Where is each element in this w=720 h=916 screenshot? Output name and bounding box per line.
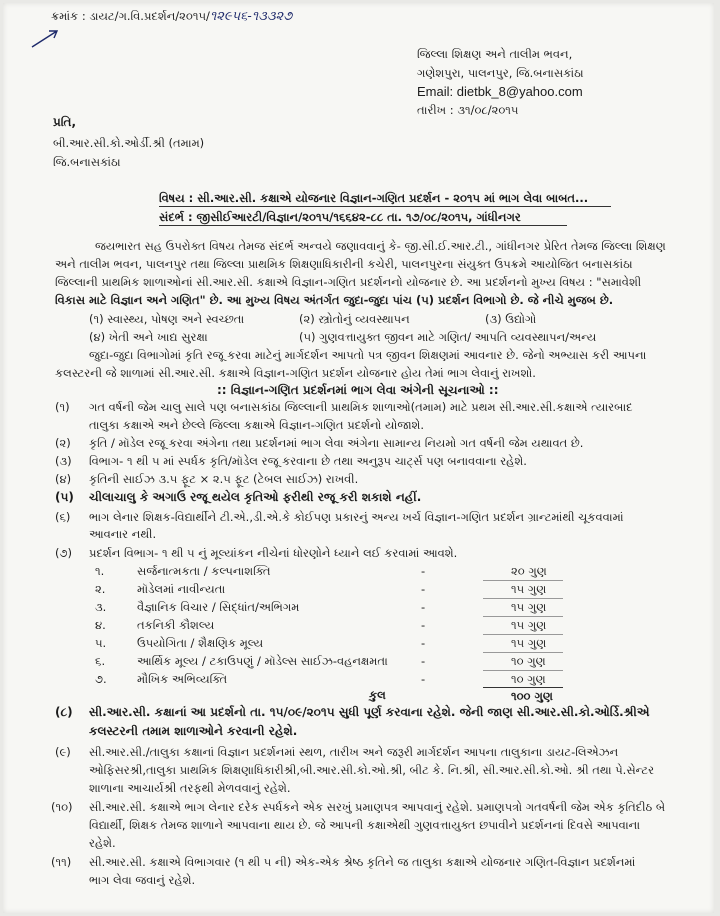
item-text: ભાગ લેનાર શિક્ષક-વિદ્યાર્થીને ટી.એ.,ડી.એ.કે કોઈપણ પ્રકારનું અન્ય ખર્ચ વિજ્ઞાન-ગણિત પ્રદર્શન ગ્રાન્ટમાંથી ચૂકવવામાં <box>89 510 624 524</box>
marks-dash: - <box>421 672 426 686</box>
letter-page <box>3 3 714 913</box>
item-text: પ્રદર્શન વિભાગ- ૧ થી ૫ નું મૂલ્યાંકન નીચેનાં ધોરણોને ધ્યાને લઈ કરવામાં આવશે. <box>89 546 458 560</box>
section-item: (૧) સ્વાસ્થ્ય, પોષણ અને સ્વચ્છતા <box>89 312 245 326</box>
subject-line: વિષય : સી.આર.સી. કક્ષાએ યોજનાર વિજ્ઞાન-ગણિત પ્રદર્શન - ૨૦૧૫ માં ભાગ લેવા બાબત... <box>159 191 589 205</box>
marks-value: ૧૦ ગુણ <box>511 654 546 668</box>
item-number: (૨) <box>55 436 71 450</box>
marks-dash: - <box>421 582 426 596</box>
item-text: વિદ્યાર્થી, શિક્ષક તેમજ શાળાને આપવાના થાય છે. જે આપની કક્ષાએથી ગુણવત્તાયુક્ત છપાવીને પ્રદર્શનનાં દિવસે આપવાના <box>89 818 641 832</box>
marks-value: ૧૫ ગુણ <box>511 600 547 614</box>
item-number: (૧૦) <box>51 800 73 814</box>
marks-row <box>95 582 615 597</box>
intro2-line: કલસ્ટરની જે શાળામાં સી.આર.સી. કક્ષાએ વિજ્ઞાન-ગણિત પ્રદર્શન યોજનાર હોય તેમાં ભાગ લેવાનું રાખશો. <box>55 366 536 380</box>
marks-table <box>95 564 615 694</box>
item-number: (૭) <box>55 546 72 560</box>
marks-row <box>95 672 615 687</box>
item-number: (૫) <box>55 490 74 504</box>
item-text: સી.આર.સી. કક્ષાનાં આ પ્રદર્શનો તા. ૧૫/૦૯/૨૦૧૫ સુધી પૂર્ણ કરવાના રહેશે. જેની જાણ સી.આર.સી.કો.ઓર્ડિ.શ્રીએ <box>89 705 650 719</box>
marks-row <box>95 636 615 651</box>
section-item: (૫) ગુણવત્તાયુક્ત જીવન માટે ગણિત/ આપતિ વ્યવસ્થાપન/અન્ય <box>299 330 597 344</box>
intro2-line: જુદા-જુદા વિભાગોમાં કૃતિ રજૂ કરવા માટેનું માર્ગદર્શન આપતો પત્ર જીવન શિક્ષણમાં આવનાર છે. જેનો અભ્યાસ કરી આપના <box>89 348 647 362</box>
marks-dash: - <box>421 564 426 578</box>
item-number: (૩) <box>55 454 72 468</box>
reference-number <box>51 9 292 24</box>
marks-criterion: ઉપયોગિતા / શૈક્ષણિક મૂલ્ય <box>137 636 264 650</box>
marks-criterion: સર્જનાત્મકતા / કલ્પનાશક્તિ <box>137 564 271 578</box>
item-text: શાળાના આચાર્યશ્રી તરફથી મેળવવાનું રહેશે. <box>89 781 291 795</box>
reference-label: ક્રમાંક : ડાયટ/ગ.વિ.પ્રદર્શન/૨૦૧૫/ <box>51 9 210 23</box>
sender-address-line: ગણેશપુરા, પાલનપુર, જિ.બનાસકાંઠા <box>417 66 584 80</box>
item-number: (૬) <box>55 510 71 524</box>
item-text: ચીલાચાલુ કે અગાઉ રજૂ થયેલ કૃતિઓ ફરીથી રજૂ કરી શકાશે નહીં. <box>89 490 422 504</box>
item-text: કૃતિની સાઈઝ ૩.૫ ફૂટ × ૨.૫ ફૂટ (ટેબલ સાઈઝ) રાખવી. <box>89 472 359 486</box>
section-item: (૨) સ્ત્રોતોનું વ્યવસ્થાપન <box>299 312 410 326</box>
recipient-line: જિ.બનાસકાંઠા <box>53 155 121 169</box>
section-item: (૪) ખેતી અને ખાદ્ય સુરક્ષા <box>89 330 208 344</box>
item-number: (૧) <box>55 400 70 414</box>
item-text: તાલુકા કક્ષાએ અને છેલ્લે જિલ્લા કક્ષાએ વિજ્ઞાન-ગણિત પ્રદર્શનો યોજાશે. <box>89 418 425 432</box>
marks-criterion: વૈજ્ઞાનિક વિચાર / સિદ્ધાંત/અભિગમ <box>137 600 300 614</box>
item-text: કલસ્ટરની તમામ શાળાઓને કરવાની રહેશે. <box>89 724 298 738</box>
recipient-line: બી.આર.સી.કો.ઓર્ડી.શ્રી (તમામ) <box>53 136 205 150</box>
marks-value: ૧૫ ગુણ <box>511 582 547 596</box>
marks-number: ૬. <box>95 654 106 668</box>
intro-line: જયભારત સહ ઉપરોક્ત વિષય તેમજ સંદર્ભ અન્વયે જણાવવાનું કે- જી.સી.ઈ.આર.ટી., ગાંધીનગર પ્રેરિત તેમજ જિલ્લા શિક્ષણ <box>95 239 666 253</box>
item-text: ઓફિસરશ્રી,તાલુકા પ્રાથમિક શિક્ષણાધિકારીશ્રી,બી.આર.સી.કો.ઓ.શ્રી, બીટ કે. નિ.શ્રી, સી.આર.સી.કો.ઓ. શ્રી તથા પે.સેન્ટર <box>89 763 655 777</box>
marks-dash: - <box>421 636 426 650</box>
item-text: રહેશે. <box>89 836 116 850</box>
marks-number: ૭. <box>95 672 107 686</box>
marks-dash: - <box>421 618 426 632</box>
item-text: ગત વર્ષની જેમ ચાલુ સાલે પણ બનાસકાંઠા જિલ્લાની પ્રાથમિક શાળાઓ(તમામ) માટે પ્રથમ સી.આર.સી.કક્ષાએ ત્યારબાદ <box>89 400 633 414</box>
marks-row <box>95 564 615 579</box>
to-label: પ્રતિ, <box>53 115 77 129</box>
reference-line: સંદર્ભ : જીસીઈઆરટી/વિજ્ઞાન/૨૦૧૫/૧૬૬૪૨-૮૮ તા. ૧૭/૦૮/૨૦૧૫, ગાંધીનગર <box>159 210 521 224</box>
marks-number: ૨. <box>95 582 106 596</box>
item-number: (૯) <box>55 745 71 759</box>
marks-row <box>95 618 615 633</box>
marks-criterion: મૉડેલમાં નાવીન્યતા <box>137 582 226 596</box>
marks-value: ૨૦ ગુણ <box>511 564 547 578</box>
total-label: કુલ <box>369 688 386 702</box>
item-text: સી.આર.સી. કક્ષાએ વિભાગવાર (૧ થી ૫ ની) એક-એક શ્રેષ્ઠ કૃતિને જ તાલુકા કક્ષાએ યોજનાર ગણિત-વિજ્ઞાન પ્રદર્શનમાં <box>89 855 636 869</box>
marks-criterion: આર્થિક મૂલ્ય / ટકાઉપણું / મૉડેલ્સ સાઈઝ-વહનક્ષમતા <box>137 654 388 668</box>
marks-row <box>95 654 615 669</box>
intro-line: અને તાલીમ ભવન, પાલનપુર તથા જિલ્લા પ્રાથમિક શિક્ષણાધિકારીની કચેરી, પાલનપુરના સંયુક્ત ઉપક્રમે આયોજિત બનાસકાંઠા <box>55 257 633 271</box>
handwritten-arrow-icon <box>29 25 63 51</box>
intro-line: વિકાસ માટે વિજ્ઞાન અને ગણિત" છે. આ મુખ્ય વિષય અંતર્ગત જુદા-જુદા પાંચ (૫) પ્રદર્શન વિભાગો છે. જે નીચે મુજબ છે. <box>55 293 614 307</box>
marks-number: ૧. <box>95 564 105 578</box>
item-text: આવનાર નથી. <box>89 527 157 541</box>
marks-number: ૫. <box>95 636 107 650</box>
instructions-heading: :: વિજ્ઞાન-ગણિત પ્રદર્શનમાં ભાગ લેવા અંગેની સૂચનાઓ :: <box>217 383 499 397</box>
letter-date: તારીખ : ૩૧/૦૮/૨૦૧૫ <box>417 103 519 117</box>
item-number: (૪) <box>55 472 72 486</box>
marks-criterion: તકનિકી કૌશલ્ય <box>137 618 215 632</box>
item-text: કૃતિ / મૉડેલ રજૂ કરવા અંગેના તથા પ્રદર્શનમાં ભાગ લેવા અંગેના સામાન્ય નિયમો ગત વર્ષની જેમ યથાવત છે. <box>89 436 584 450</box>
item-text: વિભાગ- ૧ થી ૫ માં સ્પર્ધક કૃતિ/મૉડેલ રજૂ કરવાના છે તથા અનુરૂપ ચાર્ટ્સ પણ બનાવવાના રહેશે. <box>89 454 527 468</box>
sender-address-line: જિલ્લા શિક્ષણ અને તાલીમ ભવન, <box>417 47 573 61</box>
marks-number: ૪. <box>95 618 106 632</box>
item-number: (૮) <box>55 705 73 719</box>
item-text: સી.આર.સી. કક્ષાએ ભાગ લેનાર દરેક સ્પર્ધકને એક સરખું પ્રમાણપત્ર આપવાનું રહેશે. પ્રમાણપત્રો ગતવર્ષની જેમ એક કૃતિદીઠ બે <box>89 800 666 814</box>
intro-line: જિલ્લાની પ્રાથમિક શાળાઓનાં સી.આર.સી. કક્ષાએ વિજ્ઞાન-ગણિત પ્રદર્શનનો યોજનાર છે. આ પ્રદર્શનનો મુખ્ય વિષય : "સમાવેશી <box>55 275 642 289</box>
marks-value: ૧૫ ગુણ <box>511 618 547 632</box>
sender-email: Email: dietbk_8@yahoo.com <box>417 84 583 99</box>
total-value: ૧૦૦ ગુણ <box>511 689 553 703</box>
item-text: ભાગ લેવા જવાનું રહેશે. <box>89 873 196 887</box>
handwritten-reference: ૧૨૯૫૬-૧૩૩૨૭ <box>209 9 293 24</box>
marks-criterion: મૌખિક અભિવ્યક્તિ <box>137 672 228 686</box>
marks-dash: - <box>421 600 426 614</box>
marks-dash: - <box>421 654 426 668</box>
marks-number: ૩. <box>95 600 107 614</box>
marks-value: ૧૫ ગુણ <box>511 636 547 650</box>
marks-row <box>95 600 615 615</box>
section-item: (૩) ઉદ્યોગો <box>485 312 537 326</box>
item-number: (૧૧) <box>51 855 72 869</box>
item-text: સી.આર.સી./તાલુકા કક્ષાનાં વિજ્ઞાન પ્રદર્શનમાં સ્થળ, તારીખ અને જરૂરી માર્ગદર્શન આપના તાલુકાના ડાયટ-લિએઝન <box>89 745 619 759</box>
marks-value: ૧૦ ગુણ <box>511 672 546 686</box>
